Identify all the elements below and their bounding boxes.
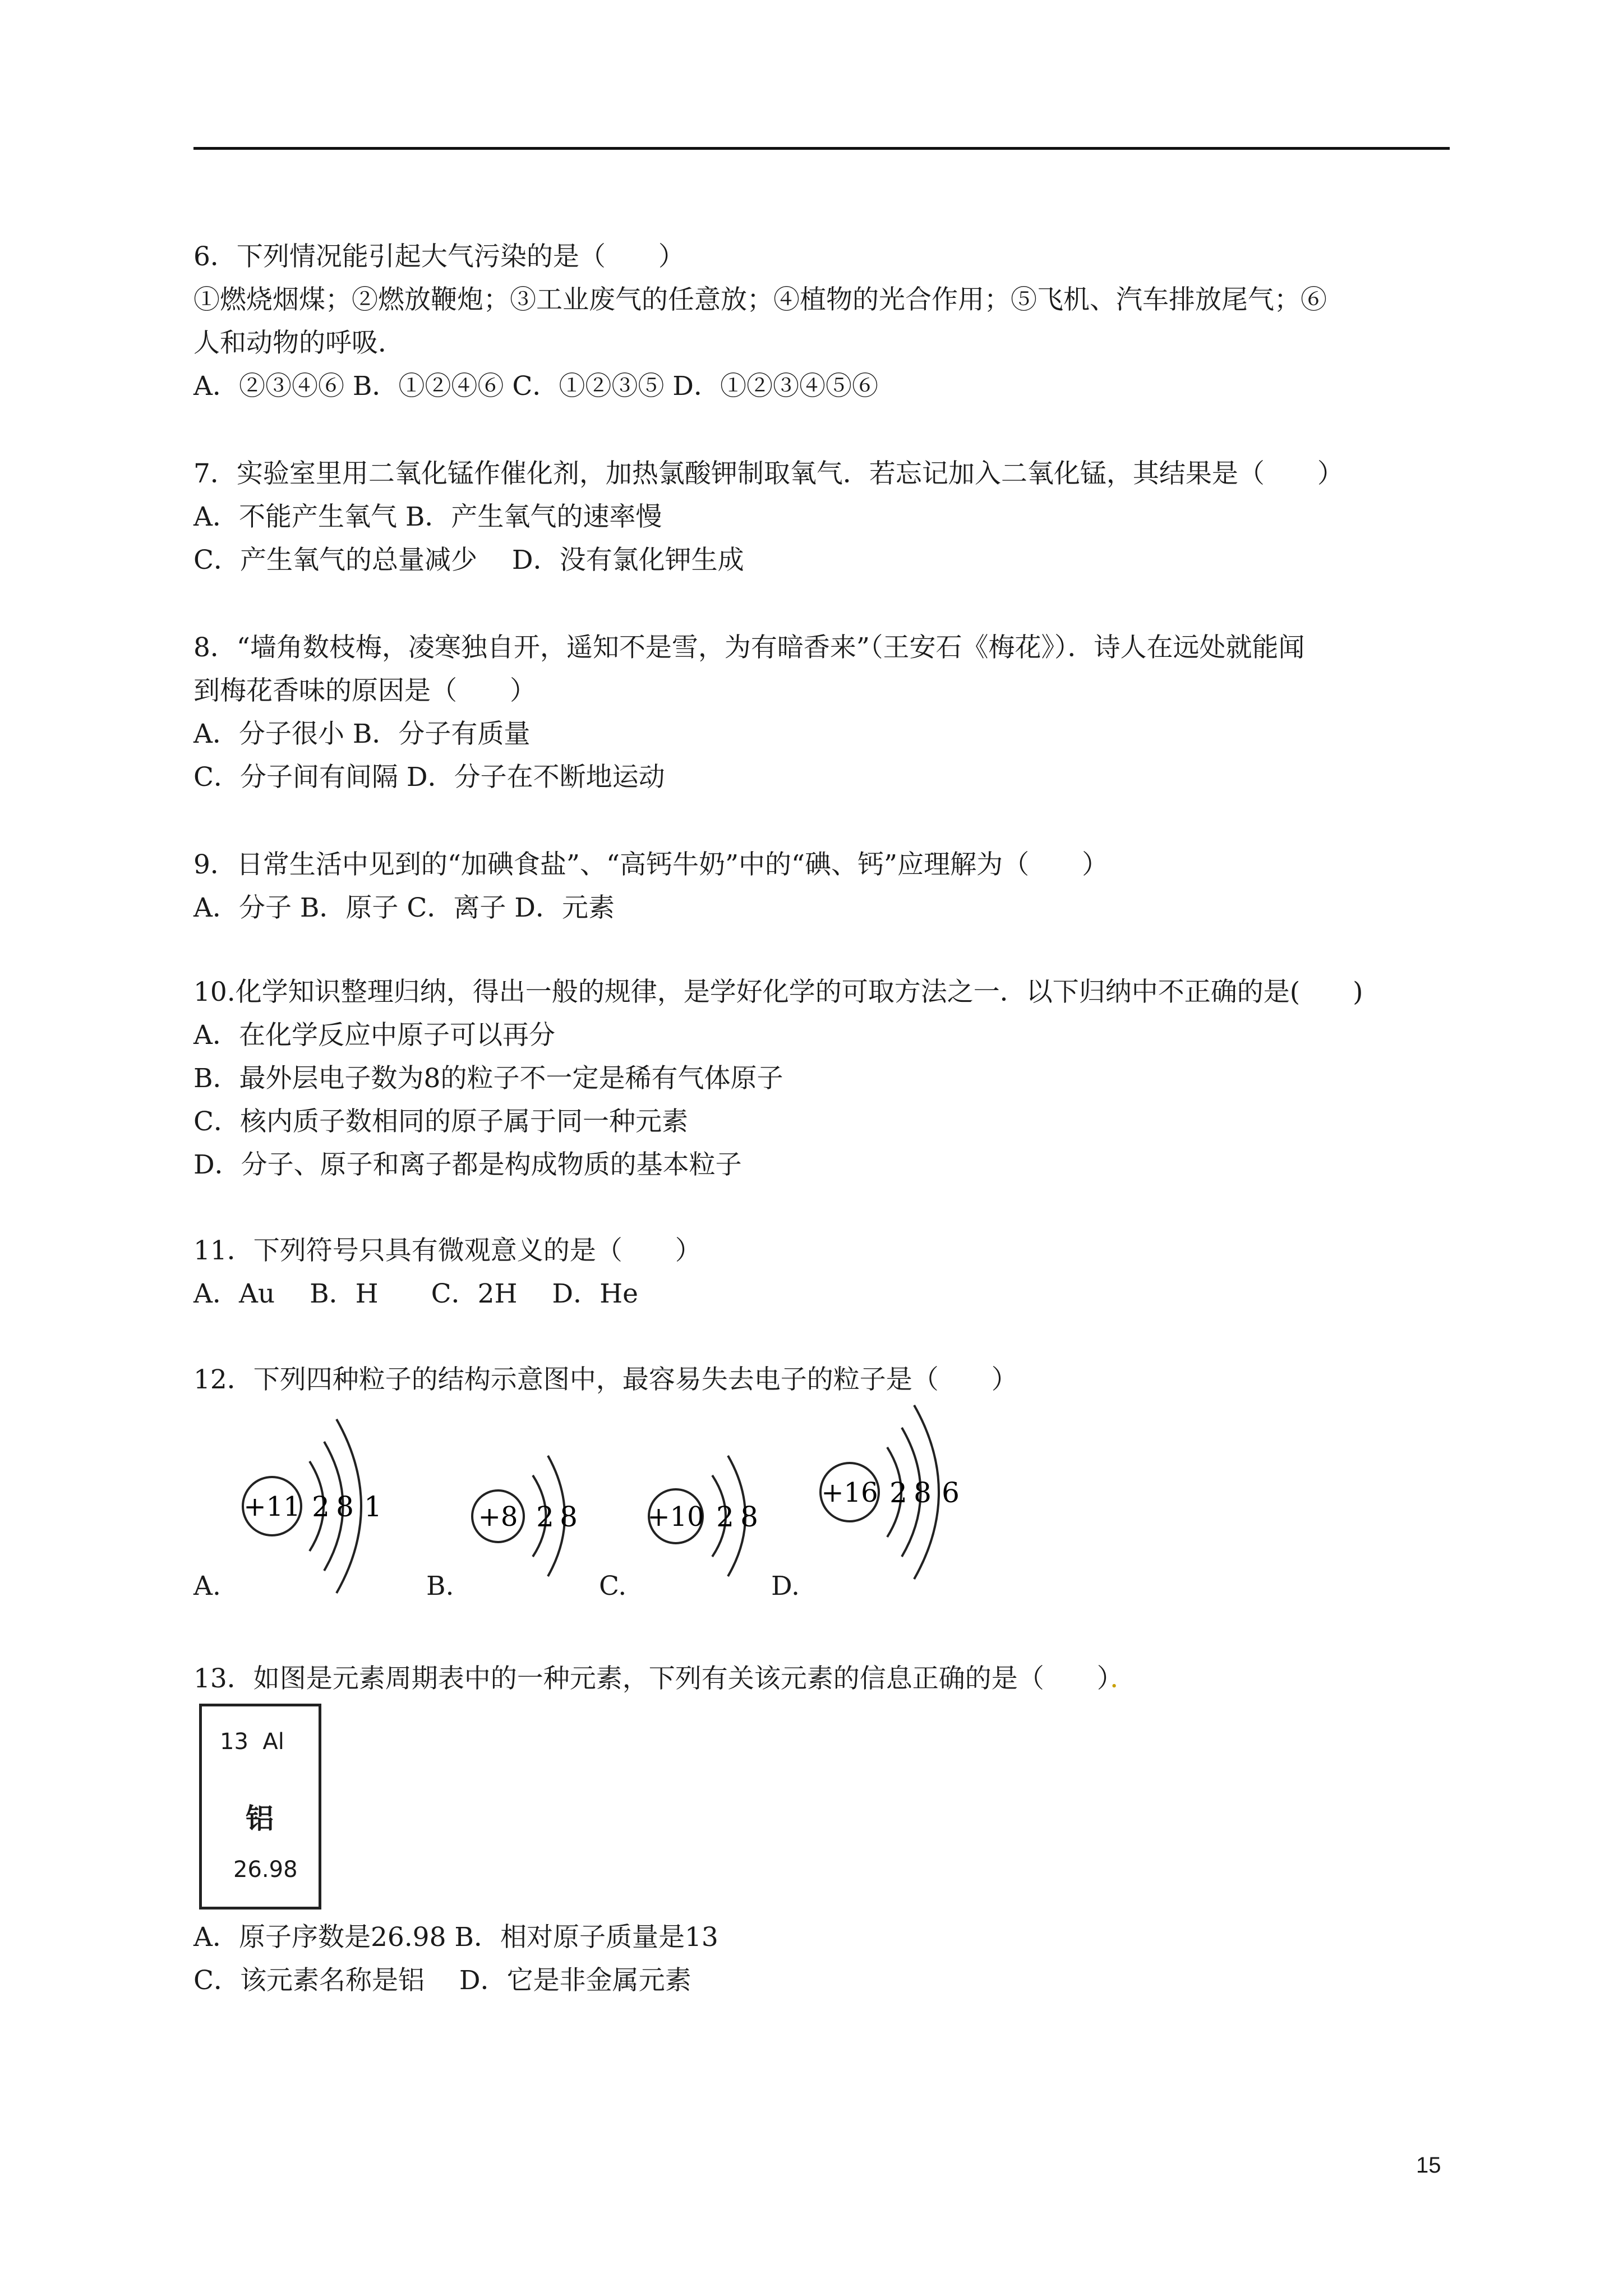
q8-stem-line-1: 8．“墙角数枝梅，凌寒独自开，遥知不是雪，为有暗香来”（王安石《梅花》）．诗人在远处就能闻 [193, 632, 1305, 663]
q10-option-c: C．核内质子数相同的原子属于同一种元素 [193, 1106, 688, 1137]
element-number-symbol: 13 Al [220, 1729, 284, 1755]
atom-d-shell-2: 8 [914, 1476, 932, 1509]
header-rule [193, 147, 1450, 150]
q13-stem-text: 13．如图是元素周期表中的一种元素，下列有关该元素的信息正确的是（ ） [193, 1663, 1110, 1694]
atom-b-label: B. [426, 1571, 454, 1602]
atom-b-shell-1: 2 [536, 1501, 554, 1533]
q6-stem-line-1: 6．下列情况能引起大气污染的是（ ） [193, 241, 685, 272]
q7-option-row-1: A．不能产生氧气 B．产生氧气的速率慢 [193, 501, 662, 532]
atom-a-shell-1: 2 [312, 1490, 330, 1523]
atom-d-nucleus: +16 [821, 1477, 878, 1508]
atom-a-shell-2: 8 [336, 1490, 354, 1523]
atom-c-shell-2: 8 [740, 1501, 758, 1533]
q10-option-b: B．最外层电子数为8的粒子不一定是稀有气体原子 [193, 1063, 783, 1094]
q13-option-row-2: C．该元素名称是铝 D．它是非金属元素 [193, 1965, 691, 1996]
atom-a-nucleus: +11 [243, 1491, 301, 1522]
q6-stem-line-2: ①燃烧烟煤；②燃放鞭炮；③工业废气的任意放；④植物的光合作用；⑤飞机、汽车排放尾气；⑥ [193, 284, 1327, 315]
q13-stem [193, 1662, 1136, 1696]
periodic-element-card [199, 1704, 321, 1910]
q9-stem: 9．日常生活中见到的“加碘食盐”、“高钙牛奶”中的“碘、钙”应理解为（ ） [193, 849, 1109, 880]
q8-option-row-2: C．分子间有间隔 D．分子在不断地运动 [193, 762, 665, 793]
atom-diagram-c [639, 1444, 774, 1585]
q11-stem: 11．下列符号只具有微观意义的是（ ） [193, 1235, 702, 1266]
element-name: 铝 [246, 1802, 274, 1835]
q10-stem: 10.化学知识整理归纳，得出一般的规律，是学好化学的可取方法之一．以下归纳中不正确的是( ) [193, 977, 1363, 1007]
q12-stem: 12．下列四种粒子的结构示意图中，最容易失去电子的粒子是（ ） [193, 1364, 1018, 1395]
atom-b-nucleus: +8 [478, 1501, 518, 1533]
element-mass: 26.98 [233, 1857, 298, 1883]
q8-option-row-1: A．分子很小 B．分子有质量 [193, 719, 531, 749]
q10-option-d: D．分子、原子和离子都是构成物质的基本粒子 [193, 1149, 742, 1180]
q6-stem-line-3: 人和动物的呼吸． [193, 328, 404, 358]
q11-options: A．Au B．H C．2H D．He [193, 1278, 638, 1309]
atom-a-label: A. [193, 1571, 221, 1602]
atom-diagram-a [236, 1408, 415, 1599]
atom-diagram-b [467, 1444, 590, 1585]
q9-options: A．分子 B．原子 C．离子 D．元素 [193, 892, 615, 923]
atom-diagram-d [813, 1397, 993, 1588]
q6-options: A．②③④⑥ B．①②④⑥ C．①②③⑤ D．①②③④⑤⑥ [193, 371, 878, 402]
atom-d-shell-3: 6 [942, 1476, 960, 1509]
atom-c-label: C. [599, 1571, 627, 1602]
atom-d-label: D. [771, 1571, 800, 1602]
atom-c-shell-1: 2 [716, 1501, 734, 1533]
atom-b-shell-2: 8 [560, 1501, 578, 1533]
atom-d-shell-1: 2 [889, 1476, 907, 1509]
q10-option-a: A．在化学反应中原子可以再分 [193, 1020, 555, 1051]
q7-option-row-2: C．产生氧气的总量减少 D．没有氯化钾生成 [193, 545, 744, 576]
atom-c-nucleus: +10 [647, 1501, 704, 1533]
q8-stem-line-2: 到梅花香味的原因是（ ） [193, 675, 536, 706]
page-number: 15 [1416, 2153, 1441, 2178]
q13-stem-suffix: ． [1110, 1663, 1137, 1694]
q7-stem: 7．实验室里用二氧化锰作催化剂，加热氯酸钾制取氧气．若忘记加入二氧化锰，其结果是（ ） [193, 458, 1344, 489]
atom-a-shell-3: 1 [364, 1490, 382, 1523]
q13-option-row-1: A．原子序数是26.98 B．相对原子质量是13 [193, 1922, 718, 1953]
